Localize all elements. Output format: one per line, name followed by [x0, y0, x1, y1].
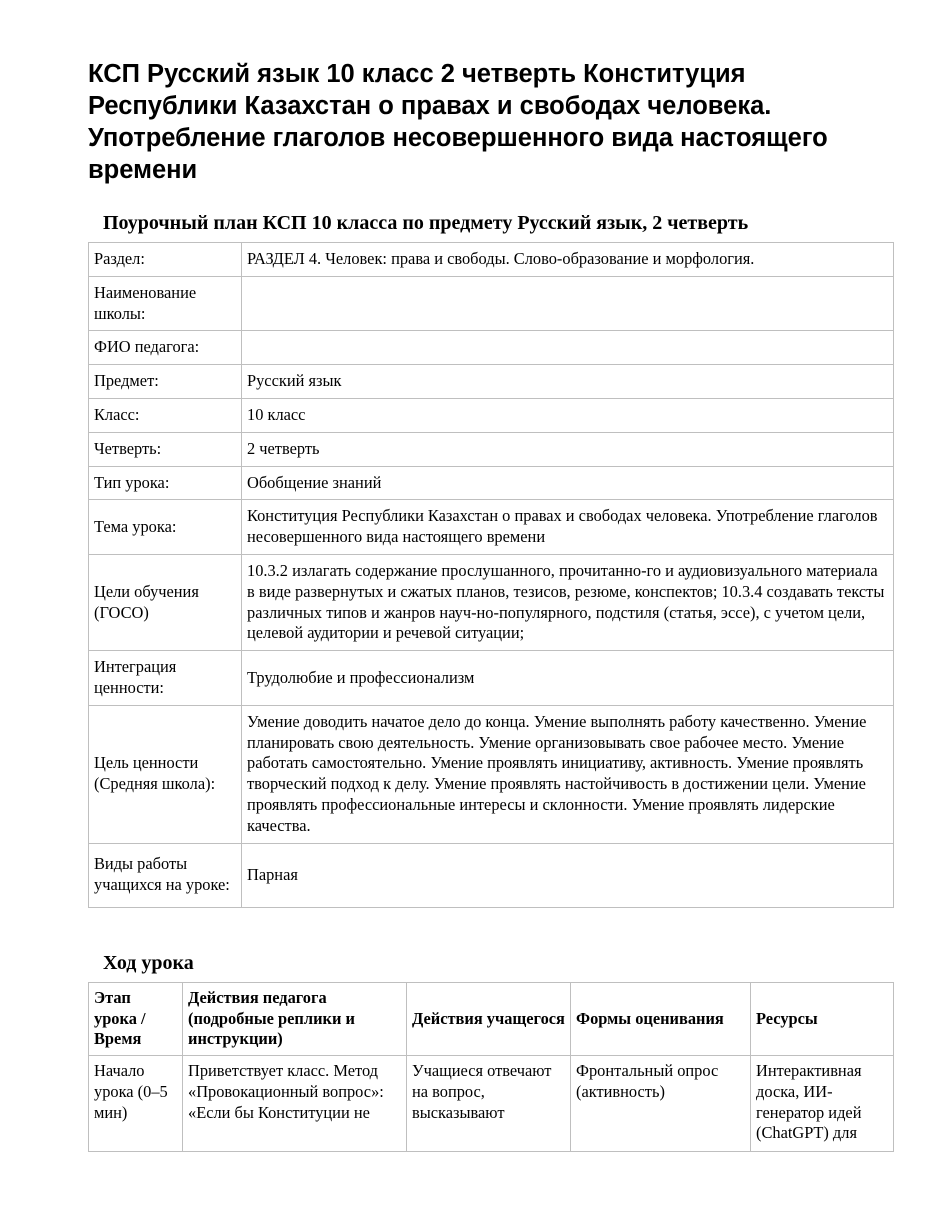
row-value: 10.3.2 излагать содержание прослушанного, прочитанно-го и аудиовизуального материала в виде развернутых и сжатых планов, тезисов, резюме, конспектов; 10.3.4 создавать тексты различных типов и жанров науч-но-популярного, подстиля (статья, эссе), с учетом цели, целевой аудитории и речевой ситуации; [242, 554, 894, 650]
row-value: Парная [242, 843, 894, 907]
table-row [89, 554, 894, 650]
document-title: КСП Русский язык 10 класс 2 четверть Конституция Республики Казахстан о правах и свободах человека. Употребление глаголов несовершенного вида настоящего времени [88, 60, 828, 184]
row-label: Цели обучения (ГОСО) [89, 554, 242, 650]
cell-stage: Начало урока (0–5 мин) [89, 1056, 183, 1152]
table-row [89, 432, 894, 466]
row-label: Четверть: [89, 432, 242, 466]
table-row [89, 276, 894, 331]
table-row [89, 466, 894, 500]
row-value: Конституция Республики Казахстан о правах и свободах человека. Употребление глаголов несовершенного вида настоящего времени [242, 500, 894, 555]
row-value: Трудолюбие и профессионализм [242, 651, 894, 706]
row-value: Русский язык [242, 365, 894, 399]
cell-resources: Интерактивная доска, ИИ-генератор идей (ChatGPT) для [751, 1056, 894, 1152]
row-value: 10 класс [242, 398, 894, 432]
table-row [89, 243, 894, 277]
row-label: Интеграция ценности: [89, 651, 242, 706]
table-row [89, 331, 894, 365]
row-value [242, 276, 894, 331]
table-row [89, 1056, 894, 1152]
row-value: Обобщение знаний [242, 466, 894, 500]
cell-teacher: Приветствует класс. Метод «Провокационный вопрос»: «Если бы Конституции не [183, 1056, 407, 1152]
row-label: Цель ценности (Средняя школа): [89, 705, 242, 843]
table-row [89, 365, 894, 399]
row-label: Наименование школы: [89, 276, 242, 331]
table-row [89, 398, 894, 432]
cell-assessment: Фронтальный опрос (активность) [571, 1056, 751, 1152]
lesson-heading: Ход урока [103, 952, 194, 974]
table-row [89, 843, 894, 907]
row-label: Предмет: [89, 365, 242, 399]
table-header-row [89, 983, 894, 1056]
column-header-student: Действия учащегося [407, 983, 571, 1056]
column-header-resources: Ресурсы [751, 983, 894, 1056]
row-label: Класс: [89, 398, 242, 432]
table-row [89, 500, 894, 555]
row-value: Умение доводить начатое дело до конца. Умение выполнять работу качественно. Умение планировать свою деятельность. Умение организовывать свое рабочее место. Умение работать самостоятельно. Умение проявлять инициативу, активность. Умение проявлять творческий подход к делу. Умение проявлять настойчивость в достижении цели. Умение проявлять профессиональные интересы и склонности. Умение проявлять лидерские качества. [242, 705, 894, 843]
column-header-assessment: Формы оценивания [571, 983, 751, 1056]
row-label: Виды работы учащихся на уроке: [89, 843, 242, 907]
row-value: РАЗДЕЛ 4. Человек: права и свободы. Слово-образование и морфология. [242, 243, 894, 277]
row-value: 2 четверть [242, 432, 894, 466]
row-value [242, 331, 894, 365]
row-label: Тип урока: [89, 466, 242, 500]
row-label: ФИО педагога: [89, 331, 242, 365]
column-header-teacher: Действия педагога (подробные реплики и инструкции) [183, 983, 407, 1056]
table-row [89, 651, 894, 706]
column-header-stage: Этап урока / Время [89, 983, 183, 1056]
plan-heading: Поурочный план КСП 10 класса по предмету Русский язык, 2 четверть [103, 212, 749, 234]
lesson-table [88, 982, 894, 1152]
row-label: Тема урока: [89, 500, 242, 555]
row-label: Раздел: [89, 243, 242, 277]
cell-student: Учащиеся отвечают на вопрос, высказывают [407, 1056, 571, 1152]
table-row [89, 705, 894, 843]
plan-table [88, 242, 894, 908]
